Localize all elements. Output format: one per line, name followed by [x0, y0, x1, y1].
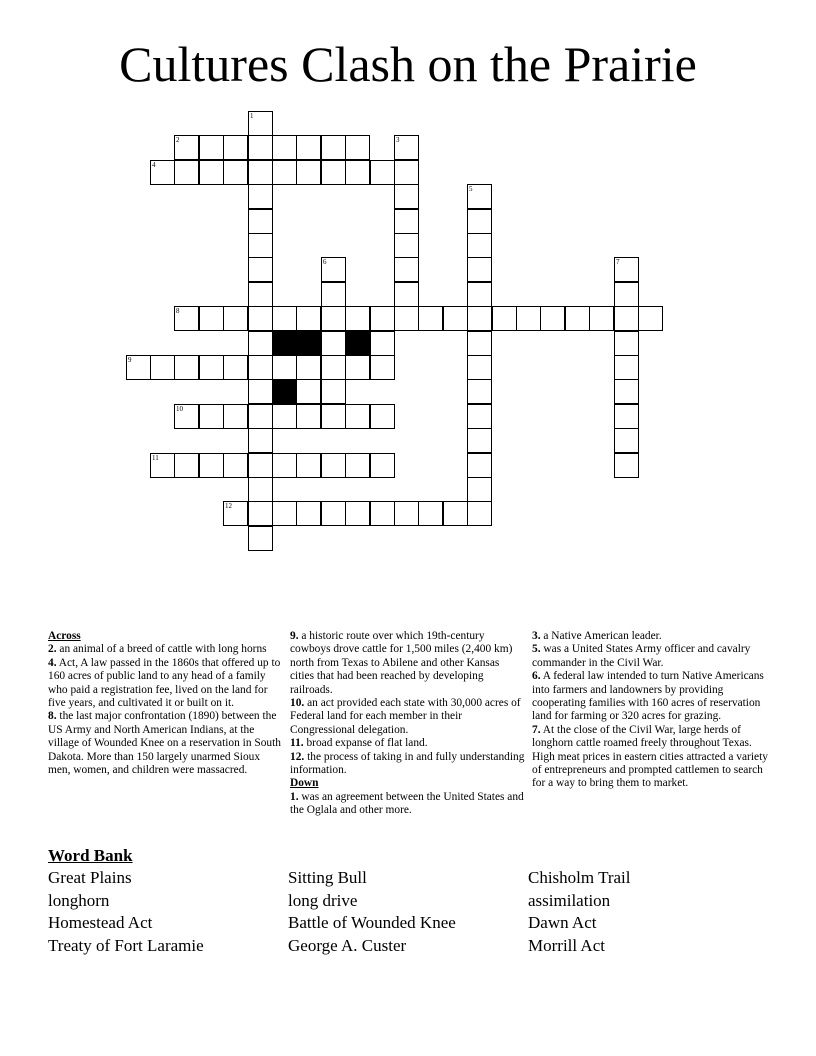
grid-cell[interactable]: [248, 331, 273, 356]
grid-cell[interactable]: [248, 209, 273, 234]
clue-item: [290, 697, 525, 737]
grid-cell[interactable]: [321, 501, 346, 526]
clue-number-label: 8.: [48, 710, 57, 723]
grid-cell[interactable]: [321, 257, 346, 282]
grid-cell[interactable]: [345, 355, 370, 380]
grid-cell[interactable]: [467, 209, 492, 234]
grid-cell[interactable]: [467, 404, 492, 429]
grid-cell[interactable]: [272, 501, 297, 526]
word-bank-item: assimilation: [528, 890, 611, 910]
word-bank-item: Battle of Wounded Knee: [288, 913, 456, 933]
grid-cell[interactable]: [467, 233, 492, 258]
grid-cell[interactable]: [394, 160, 419, 185]
clue-text: broad expanse of flat land.: [306, 737, 428, 750]
clue-number: 1: [250, 112, 254, 120]
grid-cell[interactable]: [370, 501, 395, 526]
word-bank-item: Treaty of Fort Laramie: [48, 936, 204, 956]
black-square: [272, 331, 297, 356]
grid-cell[interactable]: [248, 160, 273, 185]
across-header: Across: [48, 630, 81, 642]
grid-cell[interactable]: [296, 160, 321, 185]
clue-item: [290, 751, 525, 778]
word-bank-item: Sitting Bull: [288, 868, 367, 887]
grid-cell[interactable]: [174, 404, 199, 429]
grid-cell[interactable]: [223, 135, 248, 160]
clue-text: Act, A law passed in the 1860s that offered up to 160 acres of public land to any head of a family who paid a registration fee, lived on the land for five years, and cultivated it or built on it.: [48, 656, 281, 710]
grid-cell[interactable]: [345, 160, 370, 185]
clue-item: [48, 710, 284, 777]
grid-cell[interactable]: [174, 135, 199, 160]
clue-number-label: 4.: [48, 656, 57, 669]
grid-cell[interactable]: [614, 379, 639, 404]
grid-cell[interactable]: [614, 282, 639, 307]
grid-cell[interactable]: [296, 306, 321, 331]
clue-text: a Native American leader.: [543, 630, 662, 642]
clue-number: 3: [396, 136, 400, 144]
grid-cell[interactable]: [394, 184, 419, 209]
word-bank-item: longhorn: [48, 890, 110, 910]
clue-number: 10: [176, 405, 183, 413]
grid-cell[interactable]: [345, 404, 370, 429]
grid-cell[interactable]: [296, 135, 321, 160]
word-bank-column-3: [528, 867, 631, 958]
page-title: Cultures Clash on the Prairie: [119, 36, 697, 92]
grid-cell[interactable]: [296, 501, 321, 526]
grid-cell[interactable]: [321, 135, 346, 160]
grid-cell[interactable]: [248, 184, 273, 209]
grid-cell[interactable]: [394, 233, 419, 258]
grid-cell[interactable]: [614, 355, 639, 380]
grid-cell[interactable]: [394, 257, 419, 282]
grid-cell[interactable]: [174, 355, 199, 380]
grid-cell[interactable]: [565, 306, 590, 331]
grid-cell[interactable]: [174, 306, 199, 331]
grid-cell[interactable]: [248, 379, 273, 404]
grid-cell[interactable]: [174, 160, 199, 185]
grid-cell[interactable]: [321, 306, 346, 331]
grid-cell[interactable]: [321, 404, 346, 429]
grid-cell[interactable]: [248, 453, 273, 478]
grid-cell[interactable]: [199, 306, 224, 331]
clue-text: an animal of a breed of cattle with long horns: [59, 643, 267, 656]
grid-cell[interactable]: [614, 404, 639, 429]
grid-cell[interactable]: [296, 453, 321, 478]
grid-cell[interactable]: [150, 160, 175, 185]
clue-item: [532, 670, 772, 724]
clue-number-label: 5.: [532, 643, 541, 656]
clue-text: an act provided each state with 30,000 acres of Federal land for each member in their Congressional delegation.: [290, 697, 521, 736]
clue-number-label: 1.: [290, 790, 299, 803]
grid-cell[interactable]: [199, 404, 224, 429]
grid-cell[interactable]: [248, 233, 273, 258]
word-bank-item: Morrill Act: [528, 936, 605, 956]
clue-number-label: 7.: [532, 723, 541, 736]
clue-item: [290, 630, 525, 697]
grid-cell[interactable]: [614, 331, 639, 356]
grid-cell[interactable]: [223, 501, 248, 526]
grid-cell[interactable]: [199, 160, 224, 185]
grid-cell[interactable]: [418, 306, 443, 331]
clue-text: At the close of the Civil War, large herds of longhorn cattle roamed freely throughout Texas. High meat prices in eastern cities attracted a variety of entrepreneurs and prompted cattlemen to search for a way to bring them to market.: [532, 723, 768, 790]
grid-cell[interactable]: [272, 306, 297, 331]
clue-text: was an agreement between the United States and the Oglala and other more.: [290, 790, 524, 817]
grid-cell[interactable]: [516, 306, 541, 331]
grid-cell[interactable]: [126, 355, 151, 380]
grid-cell[interactable]: [345, 306, 370, 331]
grid-cell[interactable]: [321, 379, 346, 404]
grid-cell[interactable]: [223, 160, 248, 185]
clue-number-label: 2.: [48, 643, 57, 656]
clue-number-label: 10.: [290, 697, 305, 710]
grid-cell[interactable]: [394, 135, 419, 160]
grid-cell[interactable]: [223, 453, 248, 478]
grid-cell[interactable]: [540, 306, 565, 331]
grid-cell[interactable]: [199, 453, 224, 478]
word-bank-item: Great Plains: [48, 868, 132, 887]
grid-cell[interactable]: [248, 282, 273, 307]
grid-cell[interactable]: [370, 331, 395, 356]
grid-cell[interactable]: [394, 306, 419, 331]
grid-cell[interactable]: [223, 355, 248, 380]
grid-cell[interactable]: [248, 306, 273, 331]
clue-number: 8: [176, 307, 180, 315]
clue-text: was a United States Army officer and cavalry commander in the Civil War.: [532, 643, 751, 669]
grid-cell[interactable]: [321, 282, 346, 307]
grid-cell[interactable]: [248, 428, 273, 453]
grid-cell[interactable]: [614, 306, 639, 331]
grid-cell[interactable]: [223, 306, 248, 331]
clue-number-label: 3.: [532, 630, 541, 642]
grid-cell[interactable]: [467, 477, 492, 502]
grid-cell[interactable]: [467, 184, 492, 209]
black-square: [272, 379, 297, 404]
grid-cell[interactable]: [467, 257, 492, 282]
word-bank-item: long drive: [288, 890, 358, 910]
clue-item: [290, 791, 525, 818]
grid-cell[interactable]: [467, 331, 492, 356]
grid-cell[interactable]: [614, 428, 639, 453]
grid-cell[interactable]: [272, 135, 297, 160]
grid-cell[interactable]: [296, 404, 321, 429]
grid-cell[interactable]: [370, 160, 395, 185]
grid-cell[interactable]: [321, 331, 346, 356]
grid-cell[interactable]: [394, 501, 419, 526]
word-bank-item: Chisholm Trail: [528, 868, 631, 887]
grid-cell[interactable]: [394, 282, 419, 307]
clue-number: 4: [152, 161, 156, 169]
grid-cell[interactable]: [272, 355, 297, 380]
clue-number-label: 6.: [532, 670, 541, 683]
grid-cell[interactable]: [443, 306, 468, 331]
grid-cell[interactable]: [467, 306, 492, 331]
grid-cell[interactable]: [199, 135, 224, 160]
grid-cell[interactable]: [248, 111, 273, 136]
grid-cell[interactable]: [296, 379, 321, 404]
clue-text: A federal law intended to turn Native Americans into farmers and landowners by providing cooperating families with 160 acres of reservation land for farming or 320 acres for grazing.: [532, 670, 764, 723]
word-bank-item: Dawn Act: [528, 913, 597, 933]
clue-number: 5: [469, 185, 473, 193]
grid-cell[interactable]: [467, 453, 492, 478]
grid-cell[interactable]: [321, 355, 346, 380]
grid-cell[interactable]: [614, 453, 639, 478]
grid-cell[interactable]: [492, 306, 517, 331]
grid-cell[interactable]: [248, 257, 273, 282]
clue-number: 12: [225, 502, 232, 510]
clue-item: [48, 657, 284, 711]
clue-item: [290, 737, 525, 750]
grid-cell[interactable]: [467, 379, 492, 404]
grid-cell[interactable]: [296, 355, 321, 380]
grid-cell[interactable]: [248, 526, 273, 551]
word-bank-item: Homestead Act: [48, 913, 153, 933]
clue-number: 11: [152, 454, 159, 462]
word-bank-column-1: [48, 867, 204, 958]
grid-cell[interactable]: [467, 355, 492, 380]
clue-number: 6: [323, 258, 327, 266]
grid-cell[interactable]: [394, 209, 419, 234]
grid-cell[interactable]: [638, 306, 663, 331]
grid-cell[interactable]: [248, 135, 273, 160]
grid-cell[interactable]: [614, 257, 639, 282]
clue-number-label: 11.: [290, 737, 304, 750]
clue-item: [532, 643, 772, 670]
grid-cell[interactable]: [223, 404, 248, 429]
clue-item: [48, 643, 284, 656]
clue-number: 7: [616, 258, 620, 266]
grid-cell[interactable]: [150, 355, 175, 380]
word-bank-item: George A. Custer: [288, 936, 407, 956]
grid-cell[interactable]: [248, 355, 273, 380]
clues-column-1: [48, 630, 284, 777]
grid-cell[interactable]: [443, 501, 468, 526]
clue-text: the process of taking in and fully understanding information.: [290, 750, 525, 777]
grid-cell[interactable]: [248, 501, 273, 526]
grid-cell[interactable]: [150, 453, 175, 478]
clue-item: [532, 630, 772, 643]
grid-cell[interactable]: [467, 501, 492, 526]
grid-cell[interactable]: [321, 453, 346, 478]
clue-number: 2: [176, 136, 180, 144]
grid-cell[interactable]: [272, 453, 297, 478]
grid-cell[interactable]: [272, 404, 297, 429]
clues-column-2: [290, 630, 525, 818]
grid-cell[interactable]: [248, 404, 273, 429]
word-bank-title: Word Bank: [48, 846, 133, 865]
grid-cell[interactable]: [370, 404, 395, 429]
grid-cell[interactable]: [345, 453, 370, 478]
down-header: Down: [290, 777, 319, 790]
clues-column-3: [532, 630, 772, 791]
clue-number: 9: [128, 356, 132, 364]
grid-cell[interactable]: [321, 160, 346, 185]
grid-cell[interactable]: [345, 135, 370, 160]
grid-cell[interactable]: [345, 501, 370, 526]
grid-cell[interactable]: [370, 355, 395, 380]
grid-cell[interactable]: [467, 282, 492, 307]
grid-cell[interactable]: [370, 453, 395, 478]
clue-text: the last major confrontation (1890) between the US Army and North American Indians, at the village of Wounded Knee on a reservation in South Dakota. More than 150 largely unarmed Sioux men, women, and children were massacred.: [48, 710, 281, 777]
black-square: [296, 331, 321, 356]
clue-number-label: 12.: [290, 750, 305, 763]
grid-cell[interactable]: [467, 428, 492, 453]
word-bank-column-2: [288, 867, 456, 958]
grid-cell[interactable]: [248, 477, 273, 502]
grid-cell[interactable]: [589, 306, 614, 331]
grid-cell[interactable]: [199, 355, 224, 380]
grid-cell[interactable]: [174, 453, 199, 478]
black-square: [345, 331, 370, 356]
grid-cell[interactable]: [418, 501, 443, 526]
clue-item: [532, 724, 772, 791]
clue-number-label: 9.: [290, 630, 299, 642]
clue-text: a historic route over which 19th-century cowboys drove cattle for 1,500 miles (2,400 km) north from Texas to Abilene and other Kansas cities that had been reached by developing railroads.: [290, 630, 513, 696]
grid-cell[interactable]: [370, 306, 395, 331]
grid-cell[interactable]: [272, 160, 297, 185]
